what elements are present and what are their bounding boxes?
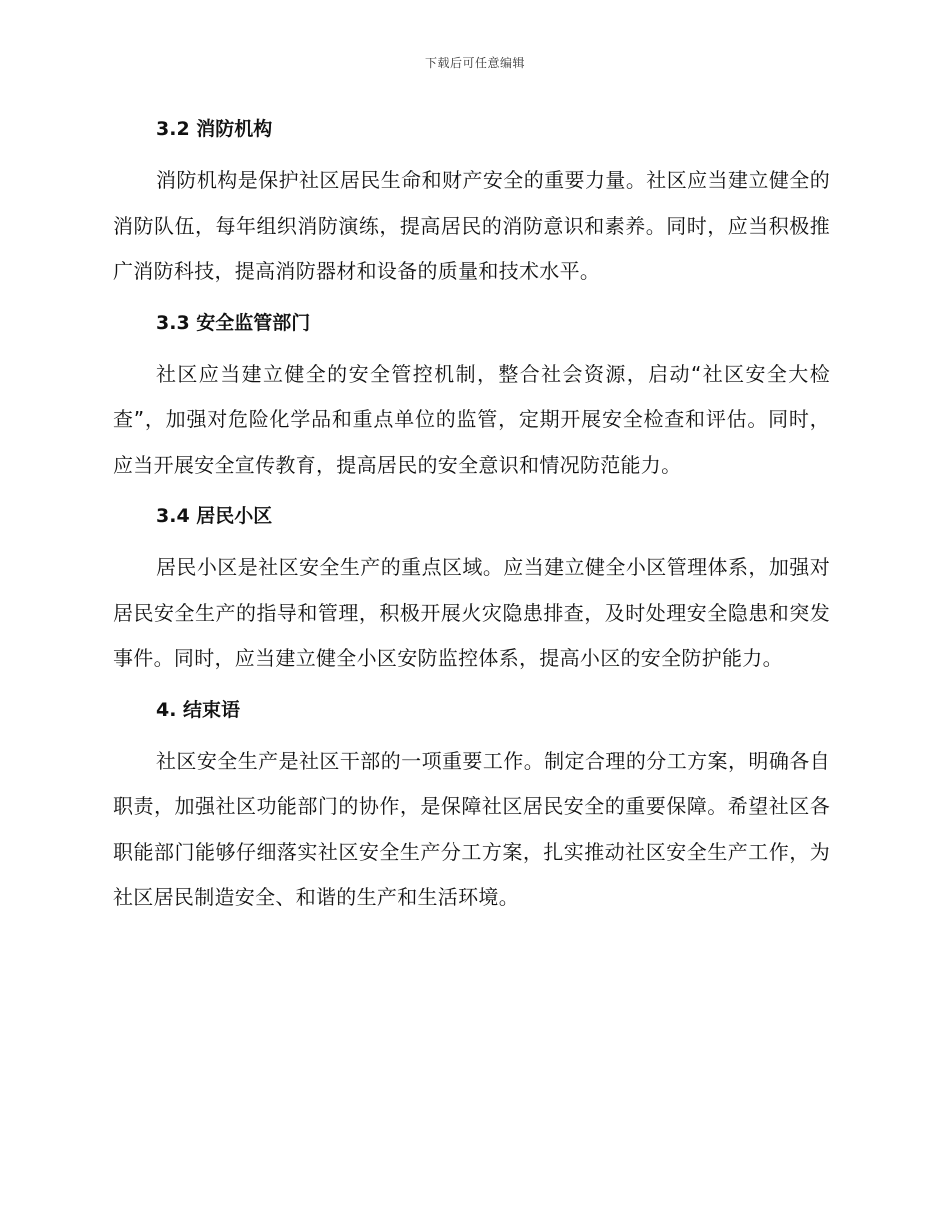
section-heading: 3.2 消防机构 [156,118,273,140]
section-paragraph: 社区应当建立健全的安全管控机制，整合社会资源，启动“社区安全大检查”，加强对危险化学品和重点单位的监管，定期开展安全检查和评估。同时，应当开展安全宣传教育，提高居民的安全意识和情况防范能力。 [113,361,830,477]
document-body [113,112,830,932]
section-safety-supervision [113,306,830,489]
section-conclusion [113,693,830,921]
section-heading: 3.3 安全监管部门 [156,311,311,334]
section-paragraph: 消防机构是保护社区居民生命和财产安全的重要力量。社区应当建立健全的消防队伍，每年组织消防演练，提高居民的消防意识和素养。同时，应当积极推广消防科技，提高消防器材和设备的质量和技术水平。 [113,168,830,283]
section-fire-department [113,112,830,295]
section-paragraph: 居民小区是社区安全生产的重点区域。应当建立健全小区管理体系，加强对居民安全生产的指导和管理，积极开展火灾隐患排查，及时处理安全隐患和突发事件。同时，应当建立健全小区安防监控体系，提高小区的安全防护能力。 [113,555,830,670]
page-header-note: 下载后可任意编辑 [424,56,525,70]
section-residential-community [113,499,830,682]
section-paragraph: 社区安全生产是社区干部的一项重要工作。制定合理的分工方案，明确各自职责，加强社区功能部门的协作，是保障社区居民安全的重要保障。希望社区各职能部门能够仔细落实社区安全生产分工方案，扎实推动社区安全生产工作，为社区居民制造安全、和谐的生产和生活环境。 [113,748,830,909]
section-heading: 4. 结束语 [156,698,241,721]
section-heading: 3.4 居民小区 [156,505,273,527]
